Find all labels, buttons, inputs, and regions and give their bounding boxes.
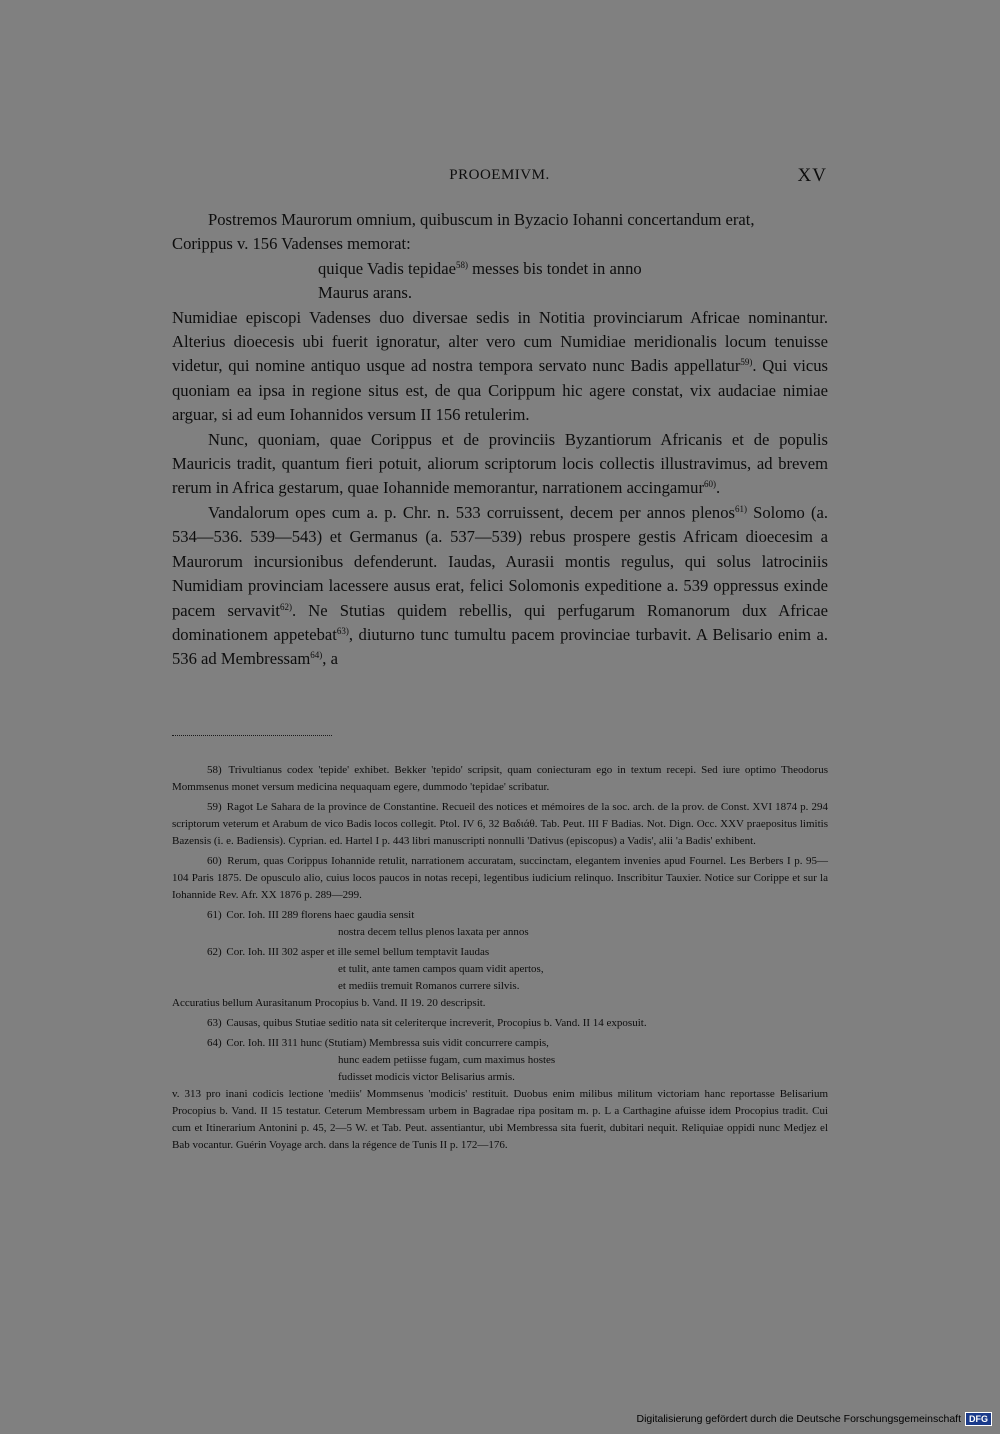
footnote-ref-61: 61) xyxy=(734,503,747,514)
credit-text: Digitalisierung gefördert durch die Deutsche Forschungsgemeinschaft xyxy=(636,1413,961,1425)
paragraph-1-line-1: Postremos Maurorum omnium, quibuscum in Byzacio Iohanni concertandum erat, xyxy=(208,210,755,229)
footnote-ref-64: 64) xyxy=(310,650,323,661)
footnote-61: 61) Cor. Ioh. III 289 florens haec gaudia sensit nostra decem tellus plenos laxata per annos xyxy=(207,909,529,938)
paragraph-1-line-2: Corippus v. 156 Vadenses memorat: xyxy=(172,234,411,254)
paragraph-4: Vandalorum opes cum a. p. Chr. n. 533 corruissent, decem per annos plenos$^{61)}$ Solomo (a. 534—536. 539—543) et Germanus (a. 537—539) rebus prospere gestis Africam dioecesim a Maurorum incursionibus defenderunt. Iaudas, Aurasii montis regulus, qui solus latrociniis Numidiam provinciam lacessere ausus erat, felici Solomonis expeditione a. 539 oppressus exinde pacem servavit$^{62)}$. Ne Stutias quidem rebellis, qui perfugarum Romanorum dux Africae dominationem appetebat$^{63)}$, diuturno tunc tumultu pacem provinciae turbavit. A Belisario enim a. 536 ad Membressam$^{64)}$, a xyxy=(172,502,828,669)
page-header xyxy=(172,165,827,189)
footnote-64: 64) Cor. Ioh. III 311 hunc (Stutiam) Membressa suis vidit concurrere campis, hunc eadem petiisse fugam, cum maximus hostes fudisset modicis victor Belisarius armis. v. 313 pro inani codicis lectione 'mediis' Mommsenus 'modicis' restituit. Duobus enim milibus militum victoriam hanc reportasse Belisarium Procopius b. Vand. II 15 testatur. Ceterum Membressam urbem in Bagradae ripa positam m. p. L a Carthagine afuisse idem Procopius tradit. Cui cum et Itinerarium Antonini p. 45, 2—5 W. et Tab. Peut. assentiantur, ubi Membressa sita fuerit, dubitari nequit. Reliquiae oppidi nunc Medjez el Bab vocantur. Guérin Voyage arch. dans la régence de Tunis II p. 172—176. xyxy=(172,1037,828,1151)
footnote-59: 59) Ragot Le Sahara de la province de Constantine. Recueil des notices et mémoires de la soc. arch. de la prov. de Const. XVI 1874 p. 294 scriptorum veterum et Arabum de vico Badis locos collegit. Ptol. IV 6, 32 Βαδιάθ. Tab. Peut. III F Badias. Not. Dign. Occ. XXV praepositus limitis Bazensis (i. e. Badiensis). Cyprian. ed. Hartel I p. 443 libri manuscripti nonnulli 'Dativus (episcopus) a Vadis', alii 'a Badis' exhibent. xyxy=(172,801,828,847)
paragraph-1 xyxy=(172,208,828,257)
footnote-separator xyxy=(172,735,332,736)
main-text xyxy=(172,208,828,672)
footnote-58: 58) Trivultianus codex 'tepide' exhibet. Bekker 'tepido' scripsit, quam coniecturam ego in textum recepi. Sed iure optimo Theodorus Mommsenus monet versum medicina nequaquam egere, dummodo 'tepidae' scribatur. xyxy=(172,764,828,793)
footnote-ref-62: 62) xyxy=(279,601,292,612)
running-title: PROOEMIVM. xyxy=(449,167,550,183)
page-number: XV xyxy=(797,165,827,186)
verse-line-2: Maurus arans. xyxy=(318,283,413,303)
footnote-ref-60: 60) xyxy=(703,479,716,490)
paragraph-2: Numidiae episcopi Vadenses duo diversae sedis in Notitia provinciarum Africae nominantur. Alterius dioecesis ubi fuerit ignoratur, alter vero cum Numidiae meridionalis locum tenuisse videtur, qui nomine antiquo usque ad nostra tempora servato nunc Badis appellatur$^{59)}$. Qui vicus quoniam ea ipsa in regione situs est, de qua Corippum hic agere constat, vix audaciae nimiae arguar, si ad eum Iohannidos versum II 156 retulerim. xyxy=(172,307,828,425)
footnote-ref-63: 63) xyxy=(336,625,349,636)
footnote-62: 62) Cor. Ioh. III 302 asper et ille semel bellum temptavit Iaudas et tulit, ante tamen campos quam vidit apertos, et mediis tremuit Romanos currere silvis. Accuratius bellum Aurasitanum Procopius b. Vand. II 19. 20 descripsit. xyxy=(172,946,544,1009)
verse-line-1: quique Vadis tepidae$^{58)}$ messes bis tondet in anno xyxy=(318,258,642,278)
footnotes xyxy=(172,762,828,1157)
footnote-63: 63) Causas, quibus Stutiae seditio nata sit celeriterque increverit, Procopius b. Vand. II 14 exposuit. xyxy=(207,1017,647,1029)
dfg-logo: DFG xyxy=(965,1412,992,1426)
digitization-credit xyxy=(636,1411,992,1427)
footnote-ref-58: 58) xyxy=(455,259,468,270)
verse-quote xyxy=(318,257,828,306)
paragraph-3: Nunc, quoniam, quae Corippus et de provinciis Byzantiorum Africanis et de populis Mauricis tradit, quantum fieri potuit, aliorum scriptorum locis collectis illustravimus, ad brevem rerum in Africa gestarum, quae Iohannide memorantur, narrationem accingamur$^{60)}$. xyxy=(172,429,828,498)
footnote-ref-59: 59) xyxy=(740,357,753,368)
footnote-60: 60) Rerum, quas Corippus Iohannide retulit, narrationem accuratam, succinctam, elegantem invenies apud Fournel. Les Berbers I p. 95—104 Paris 1875. De opusculo alio, cuius locos paucos in notas recepi, legentibus iudicium relinquo. Inscribitur Tauxier. Notice sur Corippe et sur la Iohannide Rev. Afr. XX 1876 p. 289—299. xyxy=(172,855,829,901)
